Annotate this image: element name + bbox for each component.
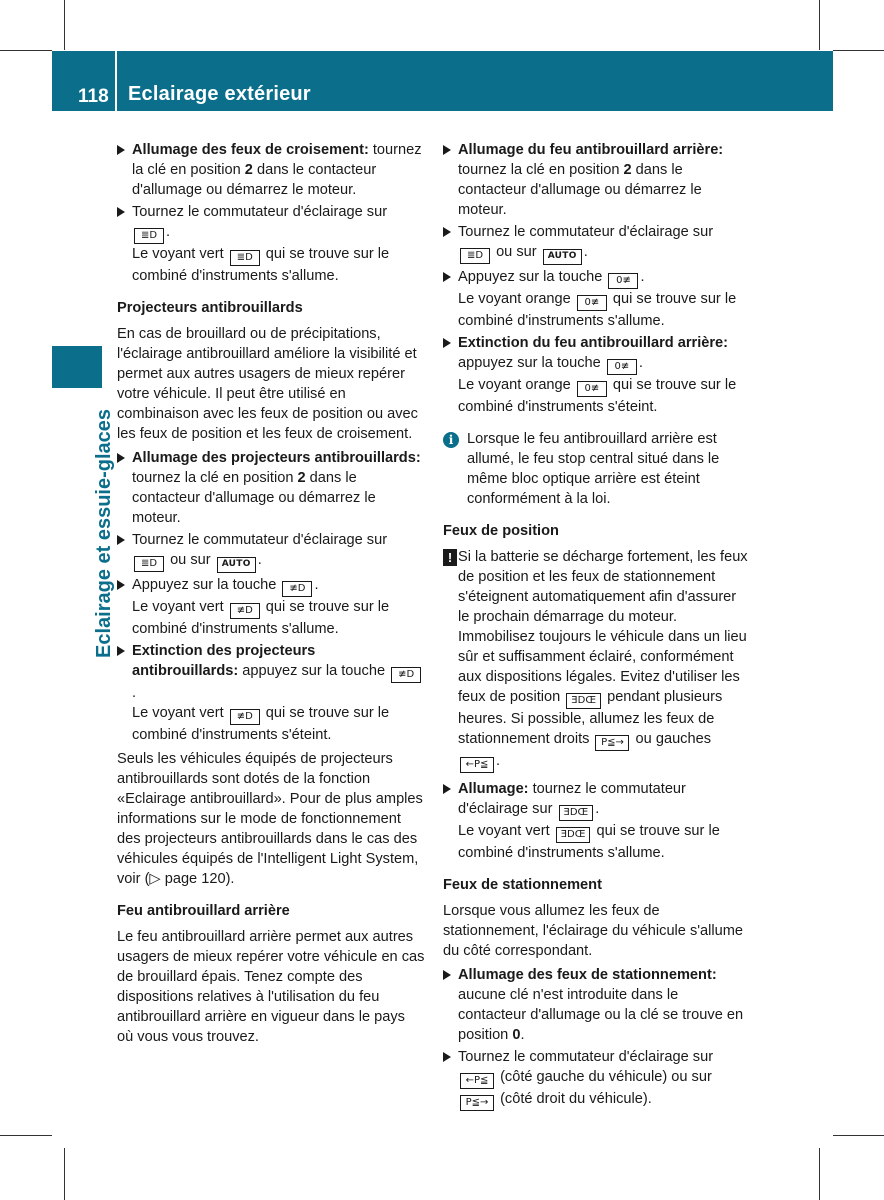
section-title: Eclairage extérieur bbox=[128, 83, 311, 105]
list-item: Appuyez sur la touche ≢D . Le voyant vert ≢D qui se trouve sur le combiné d'instruments s'allume. bbox=[117, 575, 425, 639]
chapter-tab bbox=[52, 346, 102, 388]
auto-icon: AUTO bbox=[543, 249, 582, 265]
crop-mark bbox=[819, 0, 820, 50]
section-heading: Projecteurs antibrouillards bbox=[117, 300, 303, 316]
list-item: Tournez le commutateur d'éclairage sur ←P≦ (côté gauche du véhicule) ou sur P≦→ (côté droit du véhicule). bbox=[443, 1047, 749, 1111]
left-column bbox=[117, 140, 425, 1049]
bullet-arrow-icon bbox=[117, 646, 125, 656]
list-item: Allumage du feu antibrouillard arrière: tournez la clé en position 2 dans le contacteur d'allumage ou démarrez le moteur. bbox=[443, 140, 749, 220]
list-item: Allumage des projecteurs antibrouillards: tournez la clé en position 2 dans le contacteur d'allumage ou démarrez le moteur. bbox=[117, 448, 425, 528]
bullet-arrow-icon bbox=[443, 145, 451, 155]
warning-note: ! Si la batterie se décharge fortement, les feux de position et les feux de stationnement s'éteignent automatiquement afin d'assurer le prochain démarrage du moteur. Immobilisez toujours le véhicule dans un lieu sûr et suffisamment éclairé, conformément aux dispositions légales. Evitez d'utiliser les feux de position ƎDŒ pendant plusieurs heures. Si possible, allumez les feux de stationnement droits P≦→ ou gauches ←P≦ . bbox=[443, 547, 749, 773]
section-heading: Feux de stationnement bbox=[443, 877, 602, 893]
bullet-arrow-icon bbox=[443, 970, 451, 980]
parking-right-icon: P≦→ bbox=[595, 735, 629, 751]
rear-fog-icon: 0≢ bbox=[608, 273, 638, 289]
front-fog-icon: ≢D bbox=[230, 603, 260, 619]
crop-mark bbox=[0, 50, 52, 51]
bullet-arrow-icon bbox=[443, 1052, 451, 1062]
front-fog-icon: ≢D bbox=[391, 667, 421, 683]
low-beam-icon: ≣D bbox=[134, 556, 164, 572]
crop-mark bbox=[64, 1148, 65, 1200]
note-text: Lorsque le feu antibrouillard arrière est allumé, le feu stop central situé dans le même bloc optique arrière est éteint conformément à la loi. bbox=[467, 431, 720, 507]
crop-mark bbox=[819, 1148, 820, 1200]
list-item: Tournez le commutateur d'éclairage sur ≣D ou sur AUTO . bbox=[443, 222, 749, 265]
paragraph: En cas de brouillard ou de précipitations, l'éclairage antibrouillard améliore la visibilité et permet aux autres usagers de mieux repérer votre véhicule. Il peut être utilisé en combinaison avec les feux de position ou avec les feux de position et les feux de croisement. bbox=[117, 326, 418, 442]
crop-mark bbox=[833, 50, 884, 51]
rear-fog-icon: 0≢ bbox=[577, 381, 607, 397]
list-item: Extinction des projecteurs antibrouillards: appuyez sur la touche ≢D. Le voyant vert ≢D qui se trouve sur le combiné d'instruments s'éteint. bbox=[117, 641, 425, 745]
crop-mark bbox=[0, 1135, 52, 1136]
rear-fog-icon: 0≢ bbox=[577, 295, 607, 311]
bullet-arrow-icon bbox=[443, 272, 451, 282]
bullet-arrow-icon bbox=[117, 453, 125, 463]
parking-right-icon: P≦→ bbox=[460, 1095, 494, 1111]
low-beam-icon: ≣D bbox=[134, 228, 164, 244]
auto-icon: AUTO bbox=[217, 557, 256, 573]
info-icon: i bbox=[443, 432, 459, 448]
parking-left-icon: ←P≦ bbox=[460, 757, 494, 773]
right-column bbox=[443, 140, 749, 1113]
info-note bbox=[443, 429, 749, 509]
crop-mark bbox=[64, 0, 65, 50]
side-lamps-icon: ƎDŒ bbox=[566, 693, 601, 709]
side-lamps-icon: ƎDŒ bbox=[559, 805, 594, 821]
rear-fog-icon: 0≢ bbox=[607, 359, 637, 375]
header-separator bbox=[115, 51, 117, 111]
bullet-arrow-icon bbox=[443, 784, 451, 794]
front-fog-icon: ≢D bbox=[230, 709, 260, 725]
list-item: Allumage des feux de croisement: tournez la clé en position 2 dans le contacteur d'allumage ou démarrez le moteur. bbox=[117, 140, 425, 200]
bullet-arrow-icon bbox=[443, 227, 451, 237]
bullet-arrow-icon bbox=[117, 145, 125, 155]
low-beam-icon: ≣D bbox=[230, 250, 260, 266]
bullet-arrow-icon bbox=[443, 338, 451, 348]
chapter-title: Eclairage et essuie-glaces bbox=[93, 408, 115, 658]
list-item: Extinction du feu antibrouillard arrière: appuyez sur la touche 0≢ . Le voyant orange 0≢ qui se trouve sur le combiné d'instruments s'éteint. bbox=[443, 333, 749, 417]
list-item: Appuyez sur la touche 0≢ . Le voyant orange 0≢ qui se trouve sur le combiné d'instruments s'allume. bbox=[443, 267, 749, 331]
side-lamps-icon: ƎDŒ bbox=[556, 827, 591, 843]
crop-mark bbox=[833, 1135, 884, 1136]
page-number: 118 bbox=[78, 86, 109, 107]
bullet-arrow-icon bbox=[117, 207, 125, 217]
section-heading: Feux de position bbox=[443, 523, 559, 539]
warning-icon: ! bbox=[443, 549, 457, 566]
section-heading: Feu antibrouillard arrière bbox=[117, 903, 290, 919]
bullet-arrow-icon bbox=[117, 535, 125, 545]
list-item: Allumage: tournez le commutateur d'éclairage sur ƎDŒ . Le voyant vert ƎDŒ qui se trouve sur le combiné d'instruments s'allume. bbox=[443, 779, 749, 863]
paragraph: Seuls les véhicules équipés de projecteurs antibrouillards sont dotés de la fonction «Eclairage antibrouillard». Pour de plus amples informations sur le mode de fonctionnement des projecteurs antibrouillards dans le cas des véhicules équipés de l'Intelligent Light System, voir (▷ page 120). bbox=[117, 751, 423, 887]
parking-left-icon: ←P≦ bbox=[460, 1073, 494, 1089]
bullet-arrow-icon bbox=[117, 580, 125, 590]
list-item: Tournez le commutateur d'éclairage sur ≣D ou sur AUTO . bbox=[117, 530, 425, 573]
low-beam-icon: ≣D bbox=[460, 248, 490, 264]
front-fog-icon: ≢D bbox=[282, 581, 312, 597]
list-item: Tournez le commutateur d'éclairage sur ≣D . Le voyant vert ≣D qui se trouve sur le combiné d'instruments s'allume. bbox=[117, 202, 425, 286]
list-item: Allumage des feux de stationnement: aucune clé n'est introduite dans le contacteur d'allumage ou la clé se trouve en position 0. bbox=[443, 965, 749, 1045]
paragraph: Le feu antibrouillard arrière permet aux autres usagers de mieux repérer votre véhicule en cas de brouillard épais. Tenez compte des dispositions relatives à l'utilisation du feu antibrouillard arrière en vigueur dans le pays où vous vous trouvez. bbox=[117, 929, 425, 1045]
paragraph: Lorsque vous allumez les feux de stationnement, l'éclairage du véhicule s'allume du côté correspondant. bbox=[443, 903, 744, 959]
